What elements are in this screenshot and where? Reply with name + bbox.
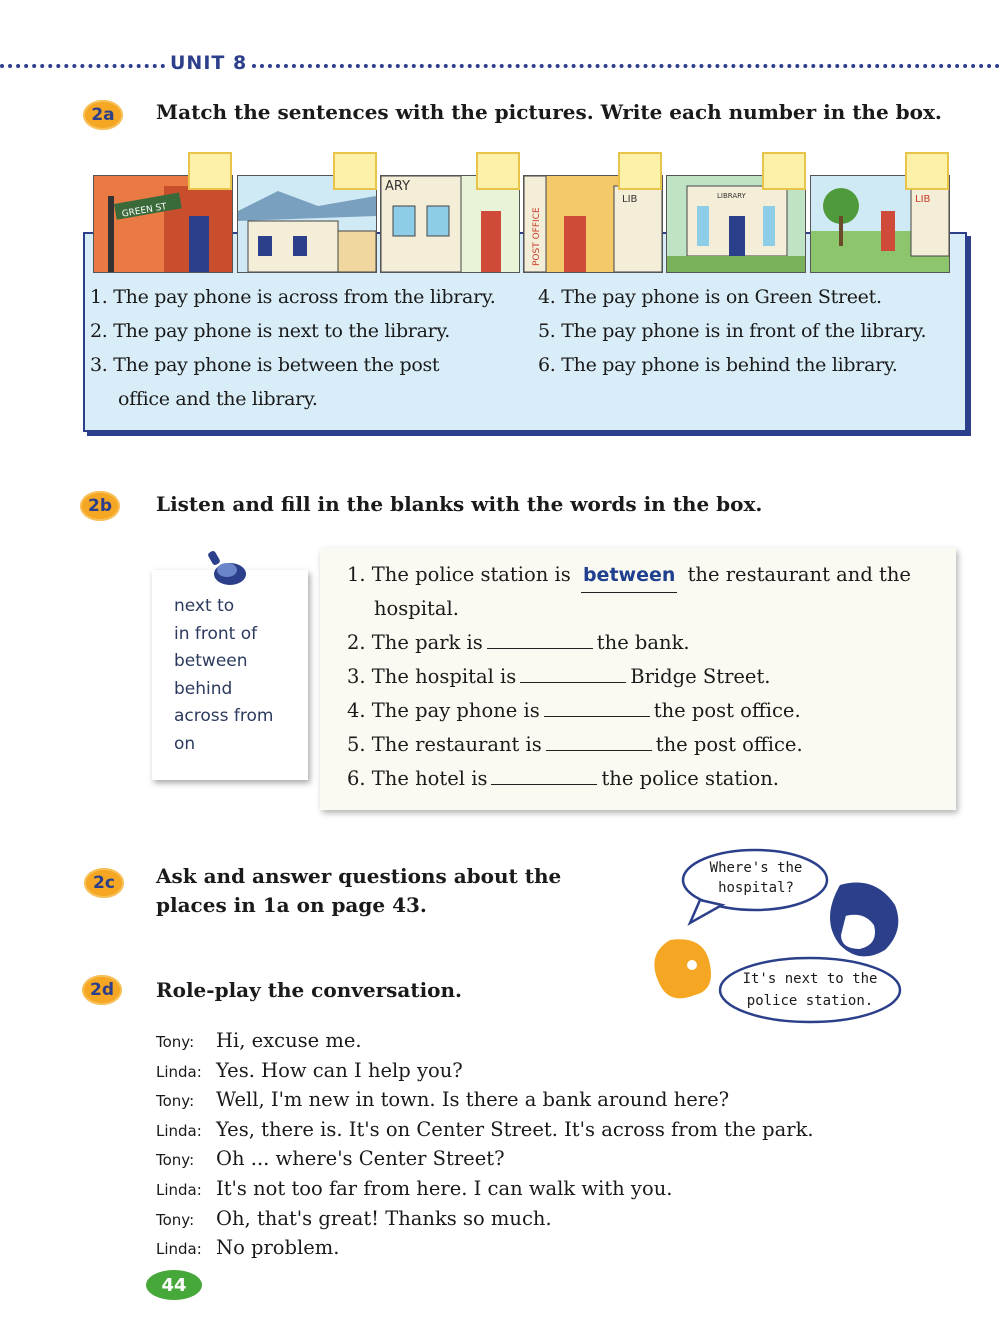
section-badge-2d: 2d	[82, 975, 122, 1005]
blank-2[interactable]	[487, 630, 593, 649]
answer-box-picture-1[interactable]	[188, 152, 232, 190]
library-front-illustration	[667, 176, 805, 272]
dialogue-line	[156, 1175, 814, 1205]
dialogue-text: Yes. How can I help you?	[216, 1058, 463, 1082]
answer-box-picture-4[interactable]	[618, 152, 662, 190]
answer-box-picture-3[interactable]	[476, 152, 520, 190]
sentence-2a-3-cont: office and the library.	[118, 388, 318, 410]
fill-item-4	[347, 694, 801, 728]
sentence-2a-1: 1. The pay phone is across from the library.	[90, 286, 496, 308]
fill-item-1-post: the restaurant and the	[687, 563, 911, 586]
section-badge-2c: 2c	[84, 868, 124, 898]
dialogue-line	[156, 1145, 814, 1175]
fill-item-1-answer: between	[581, 558, 677, 593]
blank-3[interactable]	[520, 664, 626, 683]
dialogue-text: Oh ... where's Center Street?	[216, 1147, 505, 1171]
library-sign-4: LIB	[622, 194, 638, 205]
header-dotted-rule-left	[0, 64, 165, 68]
fill-item-1-pre: 1. The police station is	[347, 563, 571, 586]
speaker-label: Tony:	[156, 1092, 195, 1111]
library-sign-partial: ARY	[385, 179, 411, 194]
fill-item-4-pre: 4. The pay phone is	[347, 699, 540, 722]
dialogue	[156, 1027, 814, 1264]
pushpin-icon	[200, 548, 252, 590]
fill-item-2-post: the bank.	[596, 631, 690, 654]
library-sign-5: LIBRARY	[717, 192, 746, 200]
page-number: 44	[146, 1270, 202, 1300]
blank-4[interactable]	[544, 698, 650, 717]
word-option-2: in front of	[174, 623, 258, 644]
dialogue-line	[156, 1234, 814, 1264]
instruction-2a: Match the sentences with the pictures. Write each number in the box.	[156, 100, 942, 124]
bubble-question-line2: hospital?	[718, 880, 794, 896]
fill-item-3-pre: 3. The hospital is	[347, 665, 517, 688]
dialogue-text: Oh, that's great! Thanks so much.	[216, 1206, 552, 1230]
answer-box-picture-2[interactable]	[333, 152, 377, 190]
bubble-answer-line2: police station.	[746, 993, 874, 1009]
fill-item-2-pre: 2. The park is	[347, 631, 483, 654]
dialogue-text: It's not too far from here. I can walk with you.	[216, 1176, 673, 1200]
sentence-2a-5: 5. The pay phone is in front of the library.	[538, 320, 927, 342]
street-corner-illustration	[94, 176, 232, 272]
fill-item-6-post: the police station.	[601, 767, 779, 790]
speaker-label: Tony:	[156, 1210, 195, 1229]
word-option-3: between	[174, 651, 248, 671]
fill-item-2	[347, 626, 690, 660]
fill-item-5	[347, 728, 803, 762]
unit-title: UNIT 8	[170, 52, 248, 74]
dialogue-text: No problem.	[216, 1236, 340, 1260]
sentence-2a-4: 4. The pay phone is on Green Street.	[538, 286, 882, 308]
dialogue-text: Hi, excuse me.	[216, 1029, 362, 1052]
fill-item-5-pre: 5. The restaurant is	[347, 733, 542, 756]
header-dotted-rule-right	[252, 64, 1000, 68]
word-option-1: next to	[174, 596, 235, 616]
bubble-answer-line1: It's next to the	[742, 971, 878, 987]
fill-item-6	[347, 762, 779, 796]
instruction-2c-line1: Ask and answer questions about the	[156, 864, 562, 888]
building-illustration	[238, 176, 376, 272]
word-option-5: across from	[174, 706, 274, 726]
library-building-illustration	[381, 176, 519, 272]
answer-box-picture-5[interactable]	[762, 152, 806, 190]
speaker-label: Linda:	[156, 1240, 202, 1259]
instruction-2b: Listen and fill in the blanks with the words in the box.	[156, 492, 763, 516]
sentence-2a-6: 6. The pay phone is behind the library.	[538, 354, 898, 376]
section-badge-2b: 2b	[80, 491, 120, 521]
fill-item-6-pre: 6. The hotel is	[347, 767, 488, 790]
speaker-label: Linda:	[156, 1121, 202, 1140]
post-office-sign: POST OFFICE	[532, 207, 542, 266]
fill-item-3-post: Bridge Street.	[630, 665, 771, 688]
bubble-question-line1: Where's the	[709, 860, 803, 876]
fill-item-4-post: the post office.	[653, 699, 801, 722]
library-sign-6: LIB	[915, 194, 931, 205]
fill-item-3	[347, 660, 771, 694]
dialogue-line	[156, 1205, 814, 1235]
dialogue-line	[156, 1116, 814, 1146]
word-option-6: on	[174, 733, 196, 754]
sentence-2a-3: 3. The pay phone is between the post	[90, 354, 440, 376]
post-office-illustration	[524, 176, 662, 272]
fill-item-5-post: the post office.	[655, 733, 803, 756]
section-badge-2a: 2a	[83, 100, 123, 130]
speaker-label: Tony:	[156, 1151, 195, 1170]
blank-6[interactable]	[491, 766, 597, 785]
dialogue-line	[156, 1027, 814, 1057]
dialogue-text: Yes, there is. It's on Center Street. It's across from the park.	[216, 1117, 814, 1141]
dialogue-text: Well, I'm new in town. Is there a bank around here?	[216, 1088, 730, 1112]
speaker-label: Linda:	[156, 1062, 202, 1081]
instruction-2c-line2: places in 1a on page 43.	[156, 893, 427, 917]
dialogue-line	[156, 1057, 814, 1087]
green-street-sign: GREEN ST	[121, 201, 168, 220]
word-option-4: behind	[174, 678, 233, 699]
fill-item-1	[347, 558, 911, 593]
answer-box-picture-6[interactable]	[905, 152, 949, 190]
instruction-2d: Role-play the conversation.	[156, 978, 463, 1002]
speaker-label: Linda:	[156, 1180, 202, 1199]
fill-item-1-cont: hospital.	[374, 597, 459, 620]
dialogue-line	[156, 1086, 814, 1116]
park-and-library-illustration	[811, 176, 949, 272]
blank-5[interactable]	[546, 732, 652, 751]
sentence-2a-2: 2. The pay phone is next to the library.	[90, 320, 451, 342]
speaker-label: Tony:	[156, 1033, 195, 1051]
